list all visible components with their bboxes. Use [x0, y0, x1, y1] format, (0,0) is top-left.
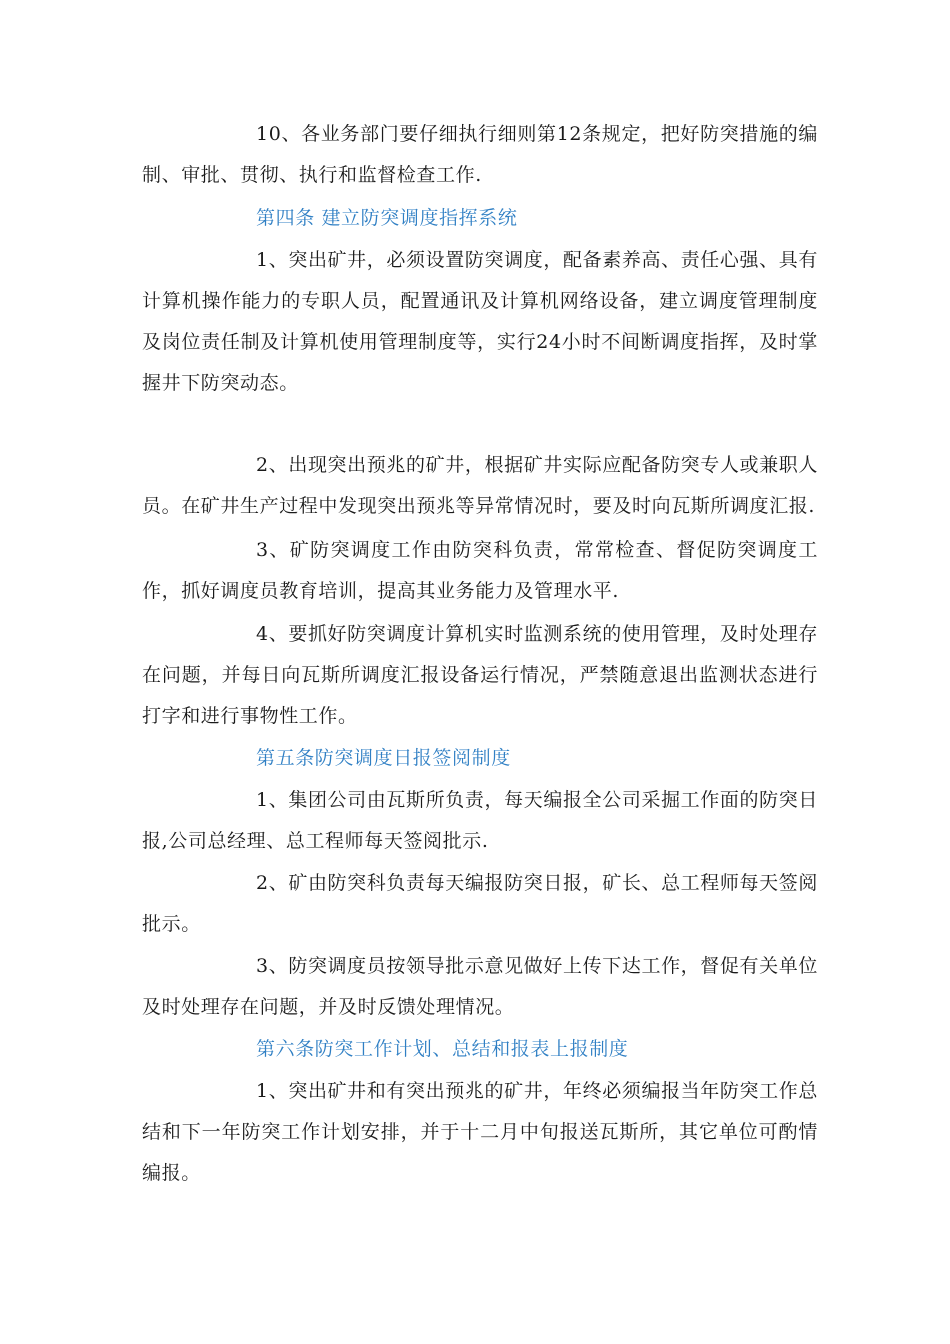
paragraph-item-3: 3、矿防突调度工作由防突科负责，常常检查、督促防突调度工作，抓好调度员教育培训，提高其业务能力及管理水平.: [142, 539, 818, 602]
paragraph-item-10: 10、各业务部门要仔细执行细则第12条规定，把好防突措施的编制、审批、贯彻、执行和监督检查工作.: [142, 123, 818, 186]
section-heading-article-4: 第四条 建立防突调度指挥系统: [256, 207, 518, 229]
paragraph-item-1b: 1、集团公司由瓦斯所负责，每天编报全公司采掘工作面的防突日报,公司总经理、总工程师每天签阅批示.: [142, 789, 818, 852]
paragraph-item-1c: 1、突出矿井和有突出预兆的矿井，年终必须编报当年防突工作总结和下一年防突工作计划安排，并于十二月中旬报送瓦斯所，其它单位可酌情编报。: [142, 1080, 818, 1184]
paragraph-item-4: 4、要抓好防突调度计算机实时监测系统的使用管理，及时处理存在问题，并每日向瓦斯所调度汇报设备运行情况，严禁随意退出监测状态进行打字和进行事物性工作。: [142, 623, 818, 727]
paragraph-item-2b: 2、矿由防突科负责每天编报防突日报，矿长、总工程师每天签阅批示。: [142, 872, 818, 935]
section-heading-article-5: 第五条防突调度日报签阅制度: [256, 747, 511, 769]
paragraph-item-1: 1、突出矿井，必须设置防突调度，配备素养高、责任心强、具有计算机操作能力的专职人员，配置通讯及计算机网络设备，建立调度管理制度及岗位责任制及计算机使用管理制度等，实行24小时不间断调度指挥，及时掌握井下防突动态。: [142, 249, 818, 394]
section-heading-article-6: 第六条防突工作计划、总结和报表上报制度: [256, 1038, 629, 1060]
paragraph-item-3b: 3、防突调度员按领导批示意见做好上传下达工作，督促有关单位及时处理存在问题，并及时反馈处理情况。: [142, 955, 818, 1018]
paragraph-item-2: 2、出现突出预兆的矿井，根据矿井实际应配备防突专人或兼职人员。在矿井生产过程中发现突出预兆等异常情况时，要及时向瓦斯所调度汇报.: [142, 454, 818, 517]
